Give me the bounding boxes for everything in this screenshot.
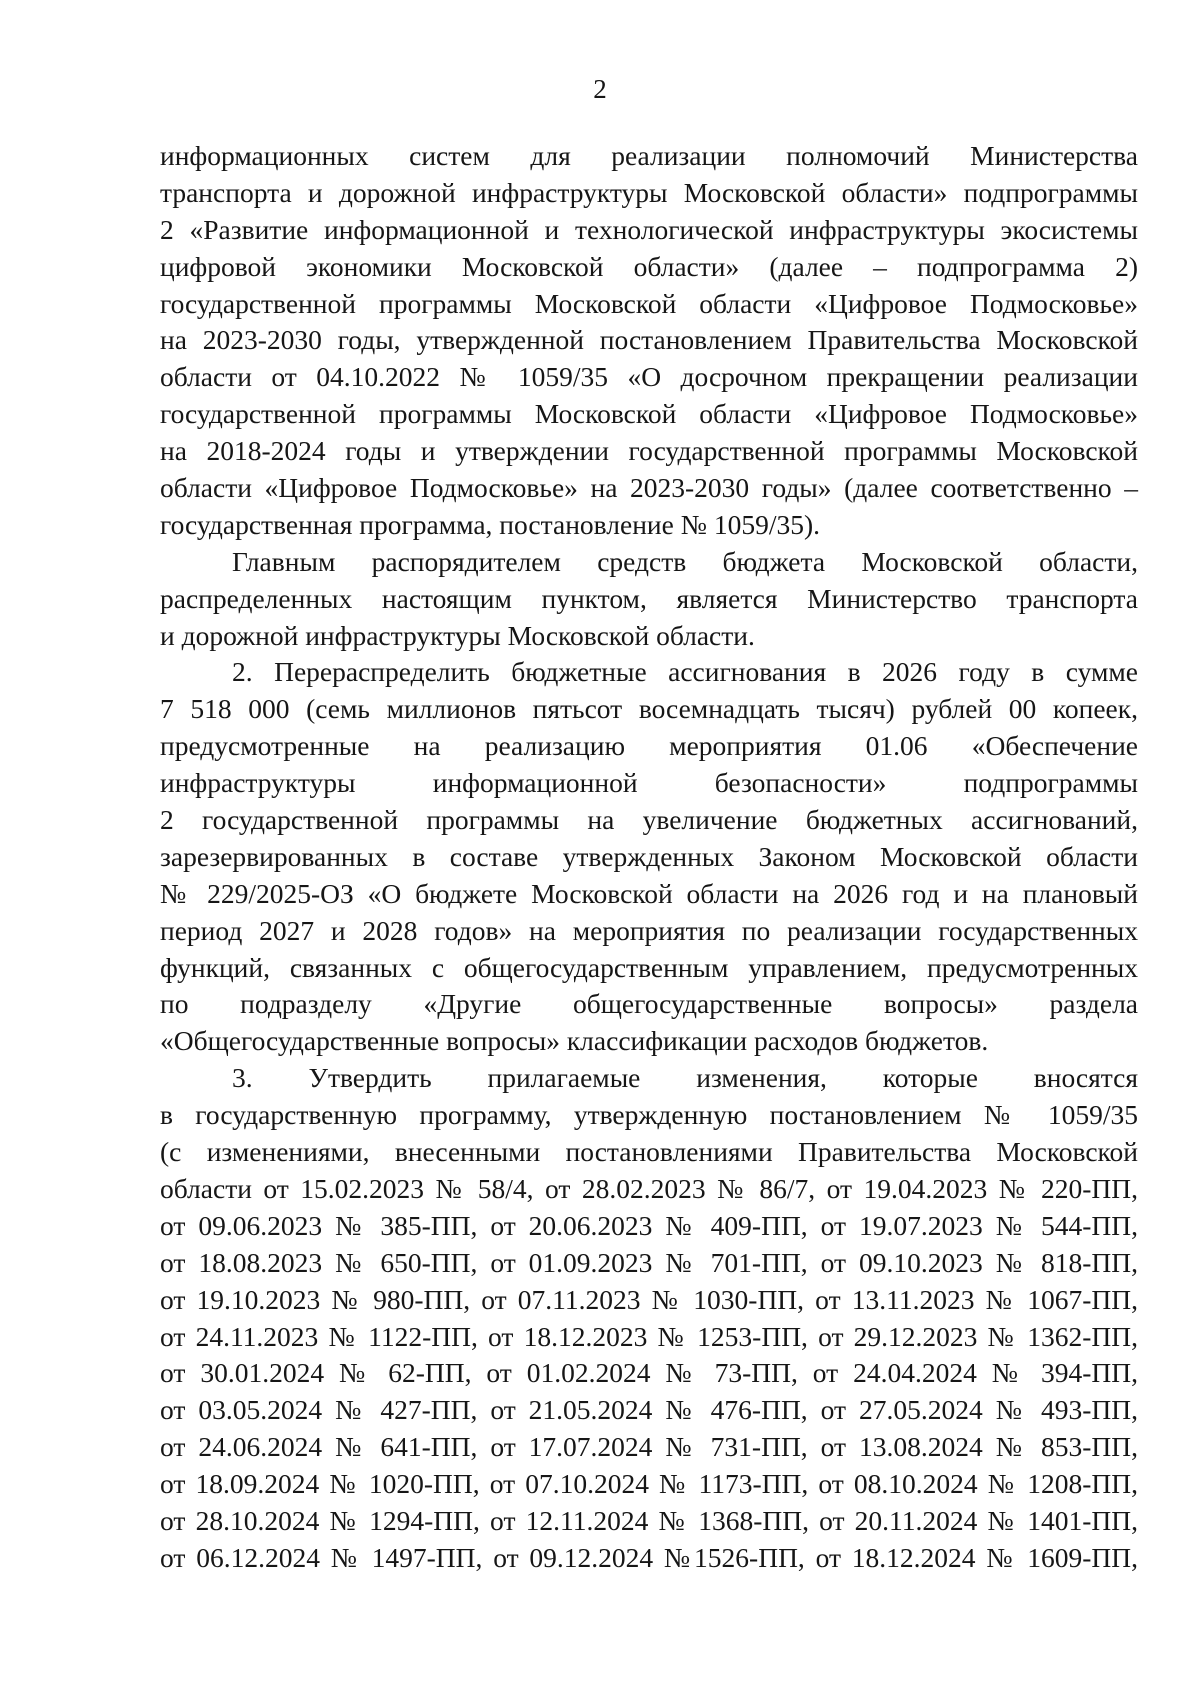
text-line: предусмотренные на реализацию мероприятия 01.06 «Обеспечение xyxy=(160,730,1138,762)
text-line: «Общегосударственные вопросы» классификации расходов бюджетов. xyxy=(160,1025,989,1057)
text-line: государственной программы Московской области «Цифровое Подмосковье» xyxy=(160,398,1138,430)
text-line: государственная программа, постановление № 1059/35). xyxy=(160,508,821,540)
text-line: на 2023-2030 годы, утвержденной постановлением Правительства Московской xyxy=(160,324,1138,356)
text-line: по подразделу «Другие общегосударственные вопросы» раздела xyxy=(160,988,1138,1020)
text-line: области от 15.02.2023 № 58/4, от 28.02.2023 № 86/7, от 19.04.2023 № 220-ПП, xyxy=(160,1172,1138,1204)
text-line: от 18.09.2024 № 1020-ПП, от 07.10.2024 № 1173-ПП, от 08.10.2024 № 1208-ПП, xyxy=(160,1468,1138,1500)
page-number: 2 xyxy=(593,74,607,104)
text-line: в государственную программу, утвержденную постановлением № 1059/35 xyxy=(160,1099,1138,1131)
text-line: цифровой экономики Московской области» (далее – подпрограмма 2) xyxy=(160,250,1138,282)
text-line: от 28.10.2024 № 1294-ПП, от 12.11.2024 № 1368-ПП, от 20.11.2024 № 1401-ПП, xyxy=(160,1504,1138,1536)
text-line: государственной программы Московской области «Цифровое Подмосковье» xyxy=(160,287,1138,319)
text-line: от 06.12.2024 № 1497-ПП, от 09.12.2024 №1526-ПП, от 18.12.2024 № 1609-ПП, xyxy=(160,1541,1138,1573)
text-line: от 24.11.2023 № 1122-ПП, от 18.12.2023 № 1253-ПП, от 29.12.2023 № 1362-ПП, xyxy=(160,1320,1138,1352)
text-line: 2 «Развитие информационной и технологической инфраструктуры экосистемы xyxy=(160,213,1138,245)
text-line: транспорта и дорожной инфраструктуры Московской области» подпрограммы xyxy=(160,176,1138,208)
text-line: от 03.05.2024 № 427-ПП, от 21.05.2024 № 476-ПП, от 27.05.2024 № 493-ПП, xyxy=(160,1394,1138,1426)
text-line: распределенных настоящим пунктом, является Министерство транспорта xyxy=(160,582,1138,614)
text-line: зарезервированных в составе утвержденных Законом Московской области xyxy=(160,840,1138,872)
text-line: 2 государственной программы на увеличение бюджетных ассигнований, xyxy=(160,804,1138,836)
text-line: период 2027 и 2028 годов» на мероприятия по реализации государственных xyxy=(160,914,1138,946)
text-line: от 30.01.2024 № 62-ПП, от 01.02.2024 № 73-ПП, от 24.04.2024 № 394-ПП, xyxy=(160,1357,1138,1389)
text-line: от 09.06.2023 № 385-ПП, от 20.06.2023 № 409-ПП, от 19.07.2023 № 544-ПП, xyxy=(160,1209,1138,1241)
text-line: информационных систем для реализации полномочий Министерства xyxy=(160,140,1138,171)
text-line: инфраструктуры информационной безопасности» подпрограммы xyxy=(160,767,1138,799)
text-line: от 19.10.2023 № 980-ПП, от 07.11.2023 № 1030-ПП, от 13.11.2023 № 1067-ПП, xyxy=(160,1283,1138,1315)
text-line: Главным распорядителем средств бюджета Московской области, xyxy=(232,545,1138,577)
text-line: от 24.06.2024 № 641-ПП, от 17.07.2024 № 731-ПП, от 13.08.2024 № 853-ПП, xyxy=(160,1431,1138,1463)
text-line: № 229/2025-ОЗ «О бюджете Московской области на 2026 год и на плановый xyxy=(160,877,1138,909)
text-line: 3. Утвердить прилагаемые изменения, которые вносятся xyxy=(232,1062,1138,1094)
text-line: области «Цифровое Подмосковье» на 2023-2030 годы» (далее соответственно – xyxy=(160,472,1138,504)
text-line: функций, связанных с общегосударственным управлением, предусмотренных xyxy=(160,951,1138,983)
text-line: (с изменениями, внесенными постановлениями Правительства Московской xyxy=(160,1136,1138,1168)
text-line: 7 518 000 (семь миллионов пятьсот восемнадцать тысяч) рублей 00 копеек, xyxy=(160,693,1138,725)
text-line: и дорожной инфраструктуры Московской области. xyxy=(160,619,755,651)
text-line: от 18.08.2023 № 650-ПП, от 01.09.2023 № 701-ПП, от 09.10.2023 № 818-ПП, xyxy=(160,1246,1138,1278)
text-line: 2. Перераспределить бюджетные ассигнования в 2026 году в сумме xyxy=(232,656,1138,688)
document-body xyxy=(160,138,1138,1577)
text-line: области от 04.10.2022 № 1059/35 «О досрочном прекращении реализации xyxy=(160,361,1138,393)
text-line: на 2018-2024 годы и утверждении государственной программы Московской xyxy=(160,435,1138,467)
